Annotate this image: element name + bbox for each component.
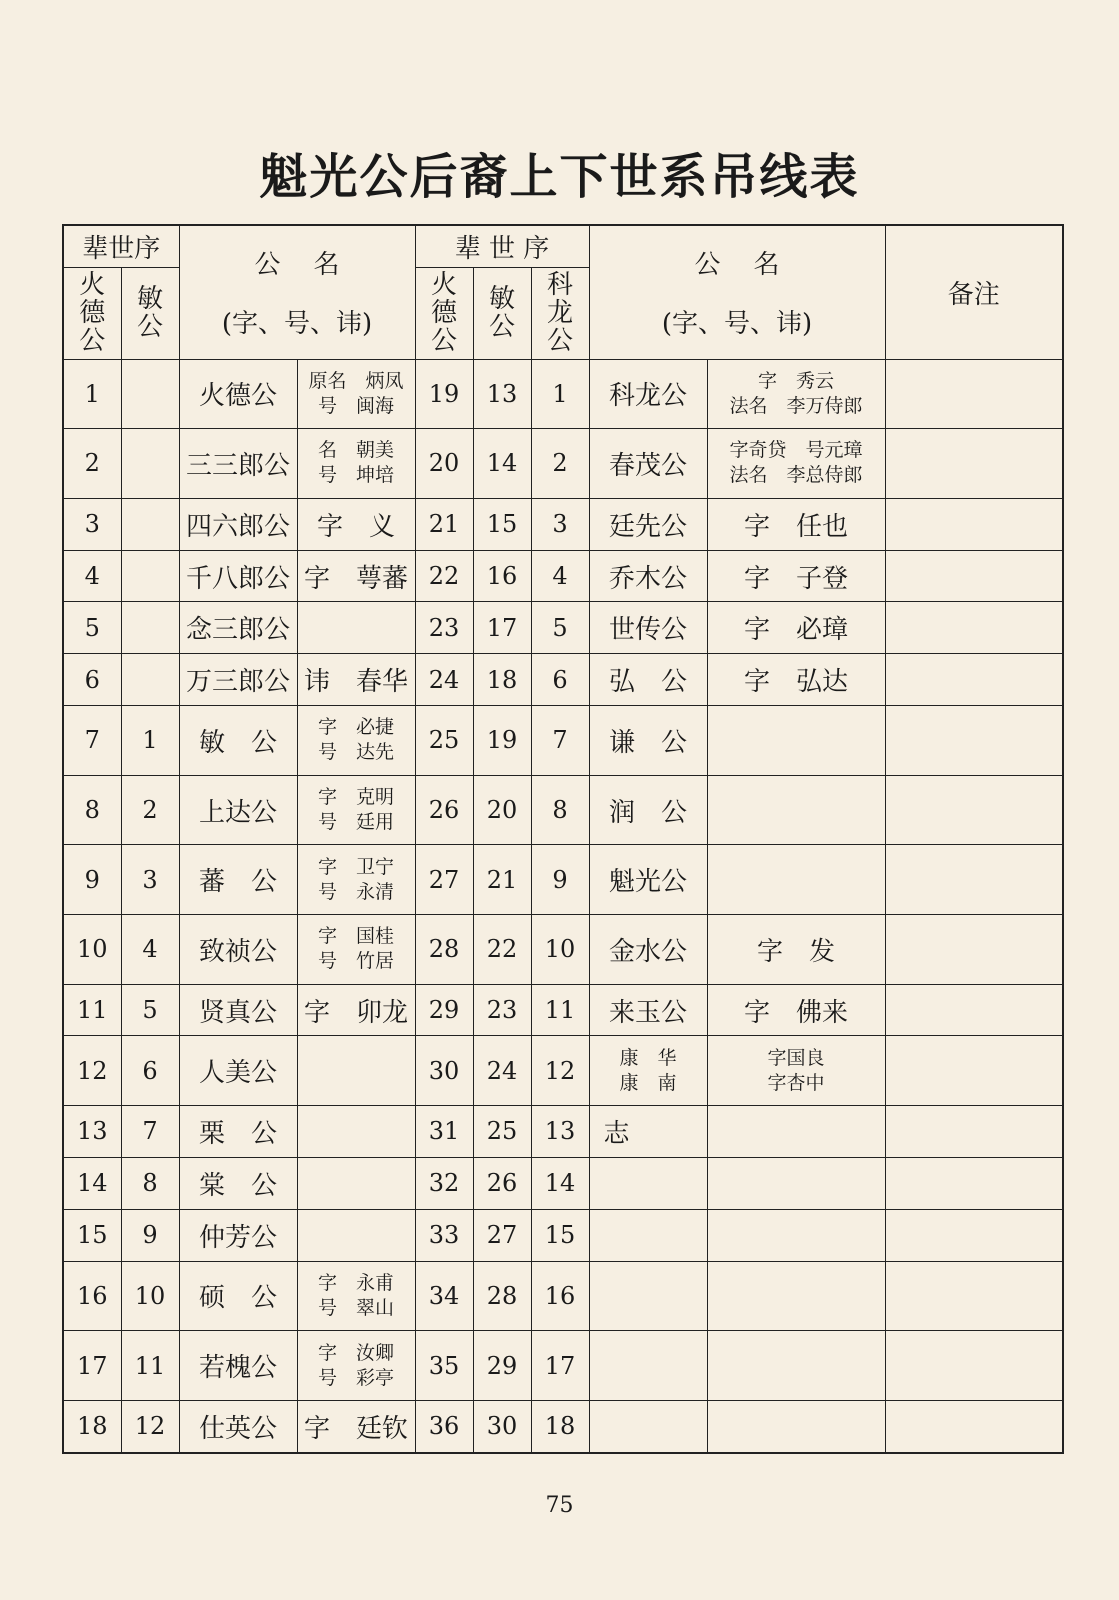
detail-line: 字 任也 [744, 511, 849, 542]
detail-line: 字 发 [757, 936, 836, 967]
seq-kelong: 4 [531, 550, 589, 602]
seq-min-2: 23 [473, 984, 531, 1036]
table-row [63, 429, 1063, 499]
ancestor-detail [297, 845, 415, 915]
ancestor-detail-2 [707, 1331, 885, 1401]
seq-huode-2: 26 [415, 775, 473, 845]
ancestor-name: 栗 公 [179, 1106, 297, 1158]
seq-huode: 6 [63, 654, 121, 706]
ancestor-detail [297, 1036, 415, 1106]
ancestor-name-2: 润 公 [589, 775, 707, 845]
remark-cell [885, 706, 1063, 776]
ancestor-name-2: 世传公 [589, 602, 707, 654]
ancestor-detail-2 [707, 706, 885, 776]
seq-min: 11 [121, 1331, 179, 1401]
seq-huode: 12 [63, 1036, 121, 1106]
ancestor-name-2 [589, 1157, 707, 1209]
seq-kelong: 15 [531, 1209, 589, 1261]
table-row [63, 1036, 1063, 1106]
remark-cell [885, 1331, 1063, 1401]
ancestor-name: 致祯公 [179, 914, 297, 984]
seq-huode-2: 36 [415, 1400, 473, 1453]
ancestor-detail [297, 1261, 415, 1331]
detail-line: 字杏中 [767, 1071, 825, 1094]
ancestor-detail [297, 359, 415, 429]
ancestor-name-2: 科龙公 [589, 359, 707, 429]
header-col-min-2-text [474, 285, 531, 341]
detail-line: 字 廷钦 [304, 1413, 409, 1444]
table-row [63, 654, 1063, 706]
ancestor-name: 敏 公 [179, 706, 297, 776]
ancestor-name: 火德公 [179, 359, 297, 429]
remark-cell [885, 984, 1063, 1036]
header-char: 公 [431, 326, 458, 356]
detail-line: 字 子登 [744, 563, 849, 594]
ancestor-detail-2 [707, 654, 885, 706]
ancestor-detail-2 [707, 845, 885, 915]
detail-line: 号 坤培 [318, 464, 395, 487]
seq-min [121, 602, 179, 654]
seq-min-2: 21 [473, 845, 531, 915]
ancestor-detail-2 [707, 1400, 885, 1453]
ancestor-detail-2 [707, 498, 885, 550]
seq-huode: 7 [63, 706, 121, 776]
ancestor-detail-2 [707, 1157, 885, 1209]
detail-line: 原名 炳凤 [308, 369, 404, 392]
seq-min [121, 359, 179, 429]
seq-huode: 4 [63, 550, 121, 602]
seq-huode: 5 [63, 602, 121, 654]
header-name-label-2: 公 名 [694, 250, 780, 281]
table-row [63, 498, 1063, 550]
seq-min [121, 550, 179, 602]
name-line: 康 南 [619, 1071, 677, 1094]
table-row [63, 984, 1063, 1036]
ancestor-detail-2 [707, 1036, 885, 1106]
seq-huode: 14 [63, 1157, 121, 1209]
seq-kelong: 9 [531, 845, 589, 915]
header-char: 科 [547, 270, 574, 300]
ancestor-name-2 [589, 1331, 707, 1401]
ancestor-detail [297, 1157, 415, 1209]
header-remark: 备注 [885, 225, 1063, 359]
ancestor-name-2: 志 [589, 1106, 707, 1158]
remark-cell [885, 775, 1063, 845]
remark-cell [885, 429, 1063, 499]
seq-kelong: 18 [531, 1400, 589, 1453]
detail-line: 号 闽海 [318, 394, 395, 417]
seq-min [121, 429, 179, 499]
header-col-kelong [531, 267, 589, 359]
ancestor-name-2 [589, 1036, 707, 1106]
seq-huode: 9 [63, 845, 121, 915]
seq-huode: 3 [63, 498, 121, 550]
remark-cell [885, 550, 1063, 602]
ancestor-detail [297, 1106, 415, 1158]
remark-cell [885, 1400, 1063, 1453]
seq-kelong: 13 [531, 1106, 589, 1158]
ancestor-detail [297, 1400, 415, 1453]
ancestor-name: 棠 公 [179, 1157, 297, 1209]
table-row [63, 1331, 1063, 1401]
ancestor-detail [297, 984, 415, 1036]
seq-min-2: 18 [473, 654, 531, 706]
seq-huode-2: 31 [415, 1106, 473, 1158]
header-char: 公 [489, 312, 516, 342]
seq-huode-2: 29 [415, 984, 473, 1036]
ancestor-detail-2 [707, 984, 885, 1036]
ancestor-detail-2 [707, 1261, 885, 1331]
header-name-sub: (字、号、讳) [221, 309, 373, 340]
seq-min-2: 22 [473, 914, 531, 984]
header-seq-left: 辈世序 [63, 225, 179, 267]
header-col-huode-2-text [416, 271, 473, 355]
ancestor-name: 贤真公 [179, 984, 297, 1036]
detail-line: 字国良 [767, 1046, 825, 1069]
header-col-min [121, 267, 179, 359]
header-name-label: 公 名 [254, 250, 340, 281]
ancestor-name: 万三郎公 [179, 654, 297, 706]
ancestor-name: 三三郎公 [179, 429, 297, 499]
ancestor-detail [297, 775, 415, 845]
seq-min: 4 [121, 914, 179, 984]
name-line: 康 华 [619, 1046, 677, 1069]
seq-huode-2: 30 [415, 1036, 473, 1106]
detail-line: 字 卯龙 [304, 997, 409, 1028]
header-col-min-2 [473, 267, 531, 359]
seq-huode-2: 22 [415, 550, 473, 602]
ancestor-name: 念三郎公 [179, 602, 297, 654]
ancestor-name-2: 廷先公 [589, 498, 707, 550]
seq-min-2: 17 [473, 602, 531, 654]
header-col-huode-2 [415, 267, 473, 359]
detail-line: 字奇贷 号元璋 [729, 439, 863, 462]
table-row [63, 845, 1063, 915]
seq-min: 3 [121, 845, 179, 915]
ancestor-detail [297, 654, 415, 706]
ancestor-name: 硕 公 [179, 1261, 297, 1331]
detail-line: 字 永甫 [318, 1271, 395, 1294]
detail-line: 字 佛来 [744, 997, 849, 1028]
seq-min-2: 29 [473, 1331, 531, 1401]
ancestor-detail [297, 550, 415, 602]
header-char: 龙 [547, 298, 574, 328]
seq-kelong: 16 [531, 1261, 589, 1331]
seq-min: 5 [121, 984, 179, 1036]
remark-cell [885, 1209, 1063, 1261]
table-row [63, 1400, 1063, 1453]
ancestor-name: 蕃 公 [179, 845, 297, 915]
seq-kelong: 3 [531, 498, 589, 550]
seq-huode-2: 27 [415, 845, 473, 915]
detail-line: 字 萼蕃 [304, 563, 409, 594]
seq-huode-2: 33 [415, 1209, 473, 1261]
detail-line: 字 卫宁 [318, 855, 395, 878]
ancestor-name: 人美公 [179, 1036, 297, 1106]
ancestor-detail-2 [707, 914, 885, 984]
ancestor-name-2: 春茂公 [589, 429, 707, 499]
detail-line: 法名 李万侍郎 [729, 394, 863, 417]
header-col-huode [63, 267, 121, 359]
seq-huode: 13 [63, 1106, 121, 1158]
seq-min: 1 [121, 706, 179, 776]
table-row [63, 775, 1063, 845]
seq-kelong: 10 [531, 914, 589, 984]
ancestor-detail-2 [707, 1209, 885, 1261]
detail-line: 字 汝卿 [318, 1341, 395, 1364]
table-row [63, 602, 1063, 654]
seq-huode-2: 21 [415, 498, 473, 550]
header-col-min-text [122, 285, 179, 341]
detail-line: 讳 春华 [304, 667, 409, 698]
seq-kelong: 6 [531, 654, 589, 706]
table-row [63, 359, 1063, 429]
seq-min-2: 28 [473, 1261, 531, 1331]
seq-kelong: 17 [531, 1331, 589, 1401]
ancestor-name: 千八郎公 [179, 550, 297, 602]
ancestor-name-2 [589, 1209, 707, 1261]
seq-min: 2 [121, 775, 179, 845]
seq-min: 8 [121, 1157, 179, 1209]
ancestor-name: 仕英公 [179, 1400, 297, 1453]
detail-line: 字 弘达 [744, 667, 849, 698]
seq-kelong: 7 [531, 706, 589, 776]
header-name-sub-2: (字、号、讳) [661, 309, 813, 340]
ancestor-detail [297, 706, 415, 776]
table-row [63, 1157, 1063, 1209]
ancestor-detail [297, 602, 415, 654]
seq-min-2: 20 [473, 775, 531, 845]
detail-line: 字 必捷 [318, 716, 395, 739]
seq-min: 12 [121, 1400, 179, 1453]
header-col-kelong-text [532, 271, 589, 355]
ancestor-name-2: 来玉公 [589, 984, 707, 1036]
detail-line: 字 必璋 [744, 615, 849, 646]
remark-cell [885, 1261, 1063, 1331]
seq-huode-2: 28 [415, 914, 473, 984]
header-seq-right: 辈 世 序 [415, 225, 589, 267]
seq-kelong: 14 [531, 1157, 589, 1209]
header-name-right [589, 225, 885, 359]
ancestor-detail-2 [707, 775, 885, 845]
ancestor-detail [297, 429, 415, 499]
remark-cell [885, 602, 1063, 654]
detail-line: 字 国桂 [318, 925, 395, 948]
ancestor-name: 上达公 [179, 775, 297, 845]
seq-huode-2: 20 [415, 429, 473, 499]
detail-line: 字 义 [317, 511, 396, 542]
seq-min [121, 498, 179, 550]
ancestor-name-2: 金水公 [589, 914, 707, 984]
ancestor-detail-2 [707, 1106, 885, 1158]
seq-huode: 10 [63, 914, 121, 984]
seq-huode-2: 32 [415, 1157, 473, 1209]
remark-cell [885, 1157, 1063, 1209]
remark-cell [885, 359, 1063, 429]
ancestor-name: 仲芳公 [179, 1209, 297, 1261]
header-char: 敏 [489, 284, 516, 314]
table-row [63, 1209, 1063, 1261]
ancestor-name-2: 魁光公 [589, 845, 707, 915]
seq-kelong: 2 [531, 429, 589, 499]
header-name-left [179, 225, 415, 359]
ancestor-name-2 [589, 1261, 707, 1331]
detail-line: 字 克明 [318, 786, 395, 809]
seq-min-2: 26 [473, 1157, 531, 1209]
seq-min [121, 654, 179, 706]
seq-huode: 11 [63, 984, 121, 1036]
remark-cell [885, 1106, 1063, 1158]
remark-cell [885, 845, 1063, 915]
seq-min-2: 25 [473, 1106, 531, 1158]
detail-line: 号 永清 [318, 880, 395, 903]
seq-huode: 17 [63, 1331, 121, 1401]
seq-kelong: 8 [531, 775, 589, 845]
ancestor-detail-2 [707, 550, 885, 602]
remark-cell [885, 914, 1063, 984]
seq-huode-2: 23 [415, 602, 473, 654]
page-title: 魁光公后裔上下世系吊线表 [259, 149, 860, 205]
header-char: 公 [547, 326, 574, 356]
seq-min: 7 [121, 1106, 179, 1158]
seq-huode: 16 [63, 1261, 121, 1331]
detail-line: 号 竹居 [318, 950, 395, 973]
header-char: 敏 [137, 284, 164, 314]
ancestor-detail [297, 914, 415, 984]
header-char: 火 [79, 270, 106, 300]
seq-min-2: 16 [473, 550, 531, 602]
table-row [63, 706, 1063, 776]
seq-min-2: 13 [473, 359, 531, 429]
header-char: 公 [79, 326, 106, 356]
detail-line: 法名 李总侍郎 [729, 464, 863, 487]
ancestor-detail [297, 1209, 415, 1261]
ancestor-detail [297, 1331, 415, 1401]
detail-line: 名 朝美 [318, 439, 395, 462]
ancestor-detail-2 [707, 359, 885, 429]
seq-min-2: 14 [473, 429, 531, 499]
seq-kelong: 11 [531, 984, 589, 1036]
detail-line: 字 秀云 [758, 369, 835, 392]
seq-min-2: 27 [473, 1209, 531, 1261]
seq-huode: 2 [63, 429, 121, 499]
page-number: 75 [545, 1493, 574, 1518]
seq-min: 10 [121, 1261, 179, 1331]
seq-huode: 1 [63, 359, 121, 429]
seq-huode-2: 34 [415, 1261, 473, 1331]
seq-min-2: 15 [473, 498, 531, 550]
ancestor-name-2: 乔木公 [589, 550, 707, 602]
seq-kelong: 1 [531, 359, 589, 429]
header-char: 德 [431, 298, 458, 328]
seq-huode: 18 [63, 1400, 121, 1453]
table-row [63, 550, 1063, 602]
seq-kelong: 5 [531, 602, 589, 654]
header-col-huode-text [64, 271, 121, 355]
remark-cell [885, 654, 1063, 706]
ancestor-name-2 [589, 1400, 707, 1453]
seq-min-2: 30 [473, 1400, 531, 1453]
detail-line: 号 廷用 [318, 811, 395, 834]
ancestor-detail-2 [707, 602, 885, 654]
seq-min-2: 19 [473, 706, 531, 776]
seq-huode-2: 25 [415, 706, 473, 776]
seq-huode-2: 35 [415, 1331, 473, 1401]
seq-kelong: 12 [531, 1036, 589, 1106]
detail-line: 号 达先 [318, 741, 395, 764]
table-row [63, 914, 1063, 984]
seq-min: 6 [121, 1036, 179, 1106]
ancestor-name-2: 弘 公 [589, 654, 707, 706]
ancestor-detail-2 [707, 429, 885, 499]
detail-line: 号 翠山 [318, 1296, 395, 1319]
lineage-table [62, 224, 1064, 1454]
ancestor-name-2: 谦 公 [589, 706, 707, 776]
seq-huode: 8 [63, 775, 121, 845]
header-char: 德 [79, 298, 106, 328]
ancestor-name: 四六郎公 [179, 498, 297, 550]
seq-min: 9 [121, 1209, 179, 1261]
ancestor-name: 若槐公 [179, 1331, 297, 1401]
remark-cell [885, 498, 1063, 550]
header-char: 火 [431, 270, 458, 300]
header-char: 公 [137, 312, 164, 342]
remark-cell [885, 1036, 1063, 1106]
seq-huode-2: 24 [415, 654, 473, 706]
seq-min-2: 24 [473, 1036, 531, 1106]
seq-huode-2: 19 [415, 359, 473, 429]
detail-line: 号 彩亭 [318, 1366, 395, 1389]
ancestor-detail [297, 498, 415, 550]
seq-huode: 15 [63, 1209, 121, 1261]
table-row [63, 1261, 1063, 1331]
table-row [63, 1106, 1063, 1158]
